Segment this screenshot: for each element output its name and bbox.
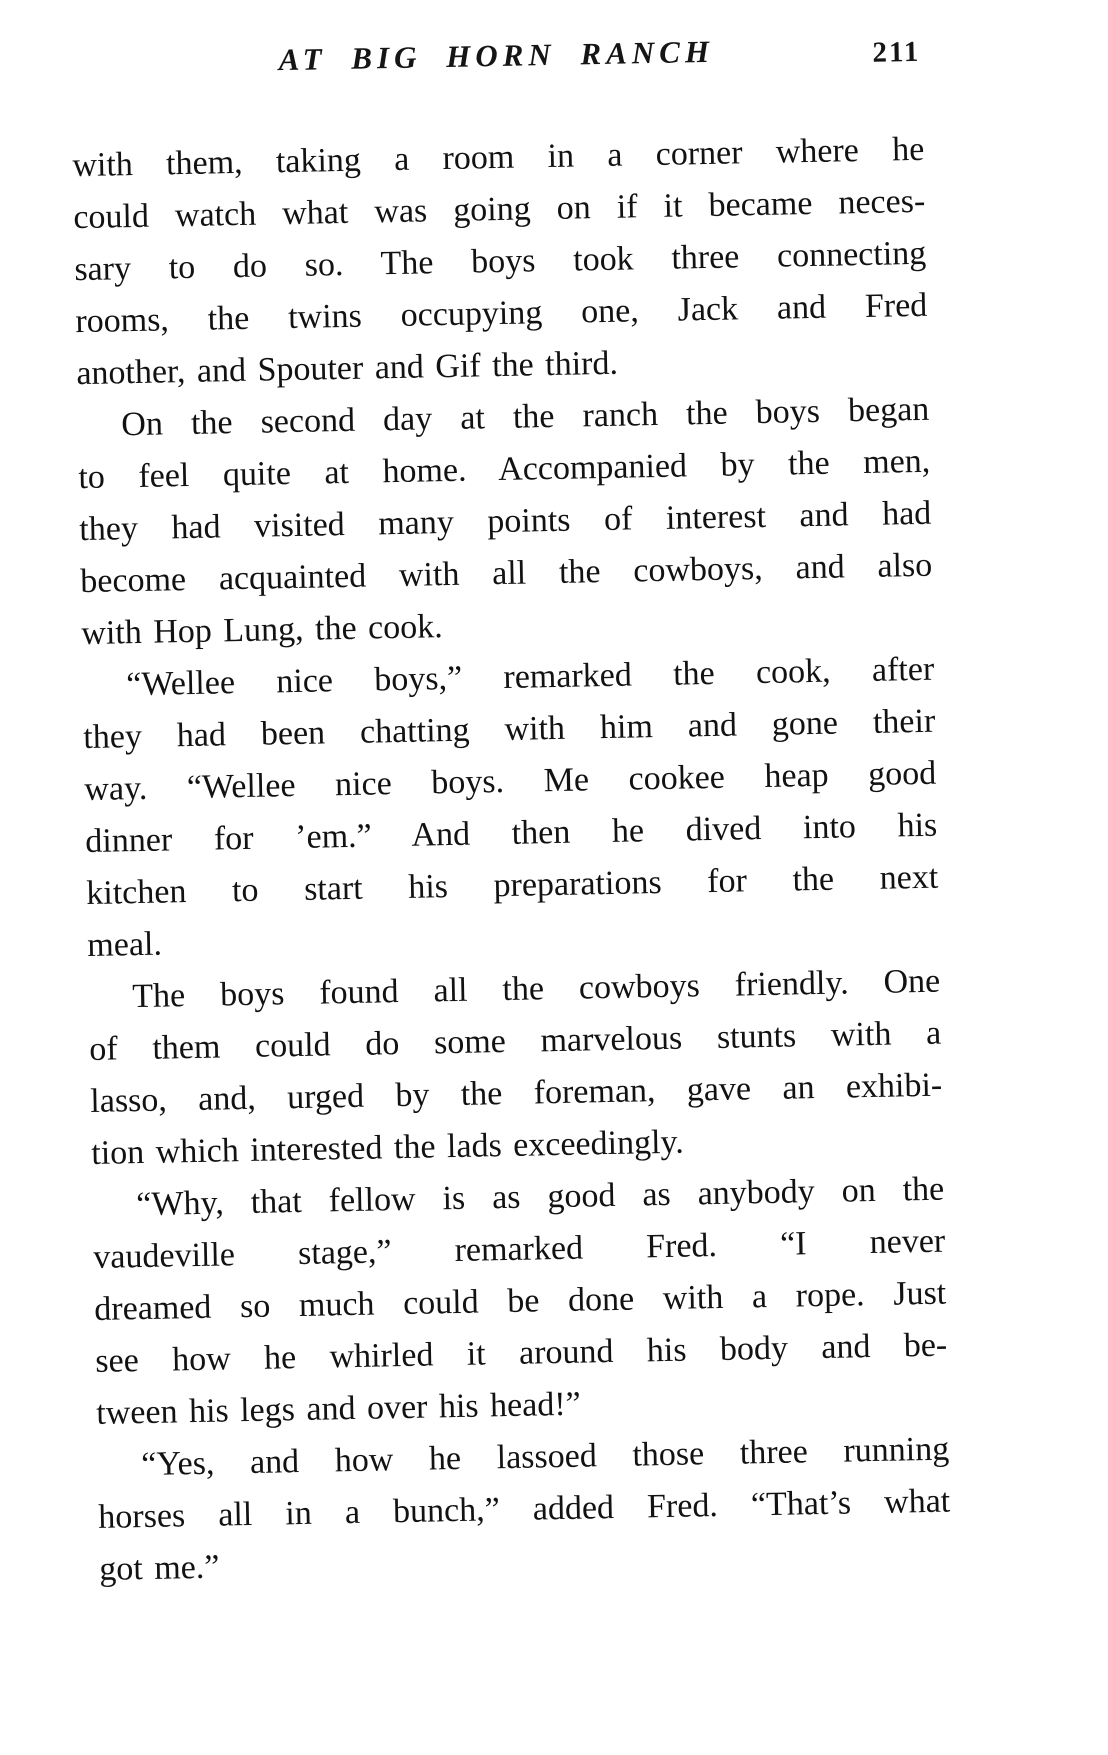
paragraph	[92, 1164, 949, 1440]
text-line: tween his legs and over his head!”	[95, 1385, 582, 1432]
text-line: with Hop Lung, the cook.	[81, 608, 444, 653]
text-line: could watch what was going on if it became neces-	[73, 182, 926, 237]
text-line: another, and Spouter and Gif the third.	[76, 344, 619, 393]
text-line: way. “Wellee nice boys. Me cookee heap good	[83, 754, 937, 809]
paragraph	[72, 124, 929, 400]
text-line: they had been chatting with him and gone their	[82, 702, 936, 757]
text-line: “Why, that fellow is as good as anybody on the	[135, 1170, 945, 1224]
text-line: of them could do some marvelous stunts with a	[88, 1014, 942, 1068]
text-line: become acquainted with all the cowboys, and also	[80, 546, 933, 601]
text-line: with them, taking a room in a corner where he	[72, 130, 925, 185]
text-line: meal.	[86, 925, 163, 965]
paragraph	[77, 384, 934, 660]
page-number: 211	[872, 35, 921, 69]
running-header	[70, 30, 923, 90]
paragraph	[82, 644, 940, 972]
text-line: got me.”	[98, 1548, 220, 1588]
text-line: horses all in a bunch,” added Fred. “That’s what	[97, 1482, 951, 1536]
text-line: sary to do so. The boys took three connecting	[74, 234, 927, 289]
text-line: tion which interested the lads exceedingly.	[90, 1123, 685, 1172]
paragraph	[88, 956, 944, 1180]
text-line: kitchen to start his preparations for the next	[85, 858, 939, 913]
text-line: “Wellee nice boys,” remarked the cook, after	[125, 650, 935, 704]
text-line: dreamed so much could be done with a rope. Just	[93, 1274, 947, 1328]
text-line: see how he whirled it around his body and be-	[94, 1326, 948, 1380]
text-line: On the second day at the ranch the boys began	[121, 390, 930, 444]
text-line: “Yes, and how he lassoed those three running	[140, 1430, 950, 1484]
text-line: they had visited many points of interest and had	[79, 494, 932, 549]
body-text	[72, 124, 952, 1596]
text-line: dinner for ’em.” And then he dived into his	[84, 806, 938, 861]
page-title: AT BIG HORN RANCH	[278, 33, 715, 78]
text-line: to feel quite at home. Accompanied by the men,	[78, 442, 931, 497]
text-line: The boys found all the cowboys friendly. One	[131, 962, 941, 1016]
paragraph	[97, 1424, 952, 1596]
text-line: lasso, and, urged by the foreman, gave an exhibi-	[89, 1066, 943, 1120]
text-line: vaudeville stage,” remarked Fred. “I never	[92, 1222, 946, 1276]
text-line: rooms, the twins occupying one, Jack and Fred	[75, 286, 928, 341]
page-content	[70, 30, 952, 1596]
